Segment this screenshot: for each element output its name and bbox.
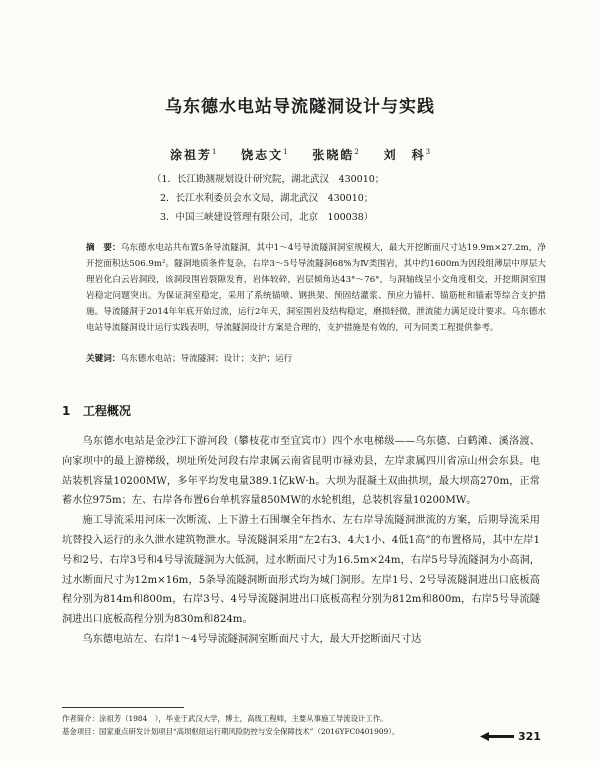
footnote-author: 作者简介：涂祖芳（1984 ），毕业于武汉大学，博士，高级工程师，主要从事施工导流设计工作。 [62, 714, 388, 723]
affiliations [152, 170, 482, 227]
author: 刘 科$^3$ [383, 148, 431, 162]
affiliation: （1．长江勘测规划设计研究院，湖北武汉 430010； [152, 174, 385, 185]
affiliation: 2．长江水利委员会水文局，湖北武汉 430010； [160, 193, 374, 204]
affiliation: 3．中国三峡建设管理有限公司，北京 100038） [160, 212, 374, 223]
footnotes [62, 713, 540, 738]
author-line [0, 146, 600, 163]
footnote-fund: 基金项目：国家重点研发计划项目“高坝枢纽运行期风险防控与安全保障技术”（2016YFC0401909）。 [62, 726, 400, 736]
body-text [62, 432, 540, 650]
page-footer [480, 730, 541, 743]
section-title: 工程概况 [82, 404, 131, 418]
page-number: 321 [518, 730, 541, 743]
footnote-rule [62, 707, 184, 708]
keywords-label: 关键词： [86, 354, 121, 364]
section-number: 1 [62, 404, 71, 418]
left-arrow-icon [480, 732, 514, 741]
author: 饶志文$^1$ [241, 148, 288, 162]
paragraph: 乌东德电站左、右岸1～4号导流隧洞洞室断面尺寸大，最大开挖断面尺寸达 [82, 633, 422, 645]
author: 张晓皓$^2$ [312, 148, 359, 162]
paper-title: 乌东德水电站导流隧洞设计与实践 [165, 97, 435, 117]
author: 涂祖芳$^1$ [169, 148, 217, 162]
abstract-label: 摘 要： [86, 243, 121, 253]
keywords [86, 352, 546, 366]
paragraph: 施工导流采用河床一次断流、上下游土石围堰全年挡水、左右岸导流隧洞泄流的方案，后期导流采用坑替投入运行的永久泄水建筑物泄水。导流隧洞采用“左2右3、4大1小、4低1高”的布置格局，其中左岸1号和2号、右岸3号和4号导流隧洞为大低洞，过水断面尺寸为16.5m×24m，右岸5号导流隧洞为小高洞，过水断面尺寸为12m×16m，5条导流隧洞断面形式均为城门洞形。左岸1号、2号导流隧洞进出口底板高程分别为814m和800m，右岸3号、4号导流隧洞进出口底板高程分别为812m和800m，右岸5号导流隧洞进出口底板高程分别为830m和824m。 [62, 515, 540, 626]
keywords-text: 乌东德水电站；导流隧洞；设计；支护；运行 [120, 354, 293, 364]
section-heading [62, 402, 131, 419]
paragraph: 乌东德水电站是金沙江下游河段（攀枝花市至宜宾市）四个水电梯级——乌东德、白鹤滩、溪洛渡、向家坝中的最上游梯级，坝址所处河段右岸隶属云南省昆明市禄劝县，左岸隶属四川省凉山州会东县。电站装机容量10200MW，多年平均发电量389.1亿kW·h。大坝为混凝土双曲拱坝，最大坝高270m，正常蓄水位975m；左、右岸各布置6台单机容量850MW的水轮机组，总装机容量10200MW。 [62, 436, 540, 507]
abstract [86, 240, 546, 336]
abstract-text: 乌东德水电站共布置5条导流隧洞，其中1～4号导流隧洞洞室规模大，最大开挖断面尺寸达19.9m×27.2m，净开挖面积达506.9m²。隧洞地质条件复杂，右岸3～5号导流隧洞68%为Ⅳ类围岩，其中约1600m为因段组薄层中厚层大理岩化白云岩洞段，该洞段围岩裂隙发育，岩体较碎，岩层倾角达43°～76°，与洞轴线呈小交角度相交，开挖期洞室围岩稳定问题突出。为保证洞室稳定，采用了系统锚喷、钢拱架、预固结灌浆、预应力锚杆、锚筋桩和锚索等综合支护措施。导流隧洞于2014年年底开始过流，运行2年天，洞室围岩及结构稳定，磨损轻微，泄流能力满足设计要求。乌东德水电站导流隧洞设计运行实践表明，导流隧洞设计方案是合理的，支护措施是有效的，可为同类工程提供参考。 [86, 243, 546, 333]
